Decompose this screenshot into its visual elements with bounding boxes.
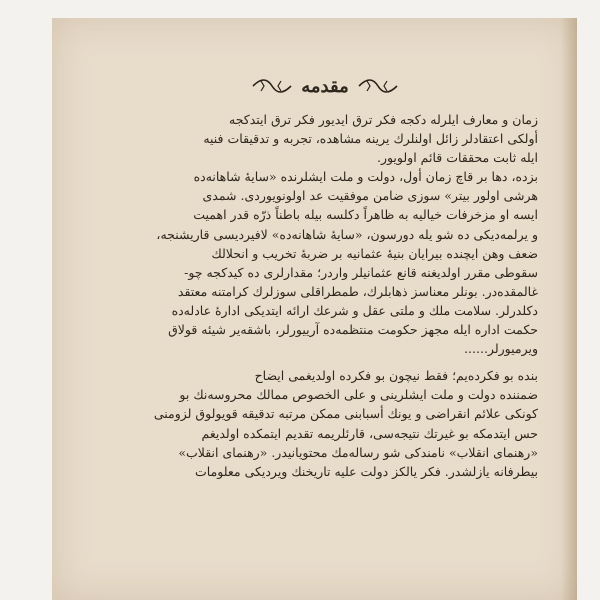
paragraph-line: و يرلمه‌دیكى ده شو يله دورسون، «سايهٔ شاهانه‌ده» لافيردیسى قاريشنجه،: [156, 226, 538, 242]
paragraph-line: بزده، دها بر قاچ زمان أول، دولت و ملت ايشلرنده «سايهٔ شاهانه‌ده: [193, 169, 538, 185]
ornament-left-icon: [251, 77, 293, 95]
paragraph-line: حس ايتدمكه بو غيرتك نتيجه‌سى، قارئلريمه تقديم ايتمكده اولديغم: [201, 425, 538, 441]
paragraph-line: أولكى اعتقادلر زائل اولنلرك يرينه مشاهده، تجربه و تدقيقات فنيه: [203, 131, 538, 147]
paragraph-line: كونكى علائم انقراضى و يونك أسبابنى ممكن مرتبه تدقيقه قويولوق لزومنى: [153, 406, 538, 422]
paragraph-line: ايسه او مزخرفات خياليه به ظاهراً دكلسه بيله باطناً ذرّه قدر اهميت: [193, 207, 538, 223]
paragraph-line: غالمقده‌در. بونلر معناسز ذهابلرك، طمطراقلى سوزلرك كرامتنه معتقد: [177, 283, 538, 299]
paragraph-line: ويرميورلر......: [464, 341, 538, 357]
ornament-right-icon: [357, 77, 399, 95]
paragraph-line: ضمننده دولت و ملت ايشلرينى و على الخصوص ممالك محروسه‌نك بو: [179, 387, 538, 403]
paragraph-line: «رهنماى انقلاب» نامندكى شو رساله‌مك محتويانيدر. «رهنماى انقلاب»: [178, 444, 538, 460]
paragraph-line: سقوطى مقرر اولديغنه قانع عثمانيلر واردر؛ مقدارلرى ده كيدكجه چو-: [184, 264, 538, 280]
paragraph-line: هرشى اولور بيتر» سوزى ضامن موفقيت عد اولونويوردى. شمدى: [202, 188, 538, 204]
paragraph-gap: [98, 358, 538, 366]
paragraph-line: بنده بو فكرده‌يم؛ فقط نيچون بو فكرده اولديغمى ايضاح: [254, 368, 538, 384]
paragraph-line: دكلدرلر. سلامت ملك و ملتى عقل و شرعك ارائه ايتديكى ادارهٔ عادله‌ده: [171, 302, 538, 318]
paragraph-line: زمان و معارف ايلرله دكجه فكر ترق ايديور فكر ترق ايتدكجه: [229, 112, 538, 127]
paragraph-line: حكمت اداره ايله مجهز حكومت منتظمه‌ده آرييورلر، باشقه‌ير شيئه قولاق: [168, 322, 538, 338]
paragraph-line: ضعف وهن ايچنده بيرايان بنيهٔ عثمانيه بر ضربهٔ تخريب و انحلالك: [211, 245, 538, 261]
heading-block: [225, 70, 425, 102]
paragraph-line: ايله ثابت محققات قائم اولويور.: [376, 150, 538, 166]
paragraph-line: بيطرفانه يازلشدر. فكر يالكز دولت عليه تاريخنك ويرديكى معلومات: [195, 463, 538, 479]
document-title: مقدمه: [301, 75, 349, 97]
document-body: [98, 110, 538, 580]
page-edge-shadow: [561, 18, 577, 600]
